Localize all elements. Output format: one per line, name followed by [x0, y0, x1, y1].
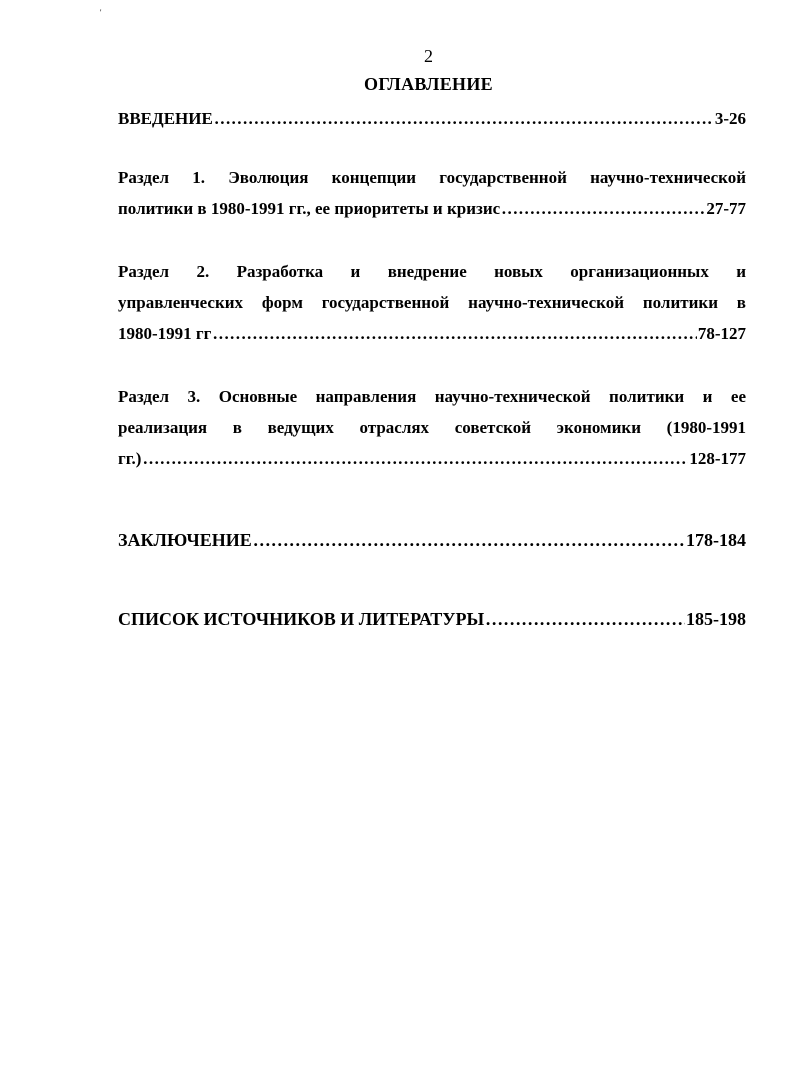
dot-leader [253, 525, 685, 556]
toc-entry-line: 1980-1991 гг [118, 324, 212, 343]
toc-entry-pages: 185-198 [686, 609, 746, 629]
dot-leader [214, 103, 714, 134]
page-number: 2 [424, 46, 433, 66]
toc-entry-label: ЗАКЛЮЧЕНИЕ [118, 530, 252, 550]
page-title: ОГЛАВЛЕНИЕ [364, 74, 493, 94]
toc-entry-label: СПИСОК ИСТОЧНИКОВ И ЛИТЕРАТУРЫ [118, 609, 485, 629]
toc-entry-introduction[interactable] [118, 103, 746, 134]
toc-entry-line: Раздел 1. Эволюция концепции государственной научно-технической [118, 168, 746, 187]
toc-entry-pages: 78-127 [697, 324, 746, 343]
dot-leader [212, 318, 696, 349]
dot-leader [142, 443, 688, 474]
toc-entry-line: Раздел 2. Разработка и внедрение новых организационных и [118, 262, 746, 281]
toc-entry-line: управленческих форм государственной научно-технической политики в [118, 293, 746, 312]
toc-entry-section-1[interactable] [118, 162, 746, 224]
toc-entry-line: политики в 1980-1991 гг., ее приоритеты и кризис [118, 199, 501, 218]
toc-entry-section-3[interactable] [118, 381, 746, 474]
toc-entry-label: ВВЕДЕНИЕ [118, 109, 213, 128]
toc-entry-pages: 178-184 [686, 530, 746, 550]
toc-entry-line: реализация в ведущих отраслях советской экономики (1980-1991 [118, 418, 746, 437]
toc-entry-pages: 27-77 [706, 199, 746, 218]
toc-entry-pages: 128-177 [689, 449, 746, 468]
toc-entry-line: гг.) [118, 449, 142, 468]
dot-leader [501, 193, 705, 224]
toc-entry-bibliography[interactable] [118, 604, 746, 635]
toc-entry-conclusion[interactable] [118, 525, 746, 556]
toc-entry-pages: 3-26 [714, 109, 746, 128]
scan-mark: ' [100, 8, 102, 17]
toc-entry-line: Раздел 3. Основные направления научно-технической политики и ее [118, 387, 746, 406]
toc-entry-section-2[interactable] [118, 256, 746, 349]
dot-leader [485, 604, 685, 635]
